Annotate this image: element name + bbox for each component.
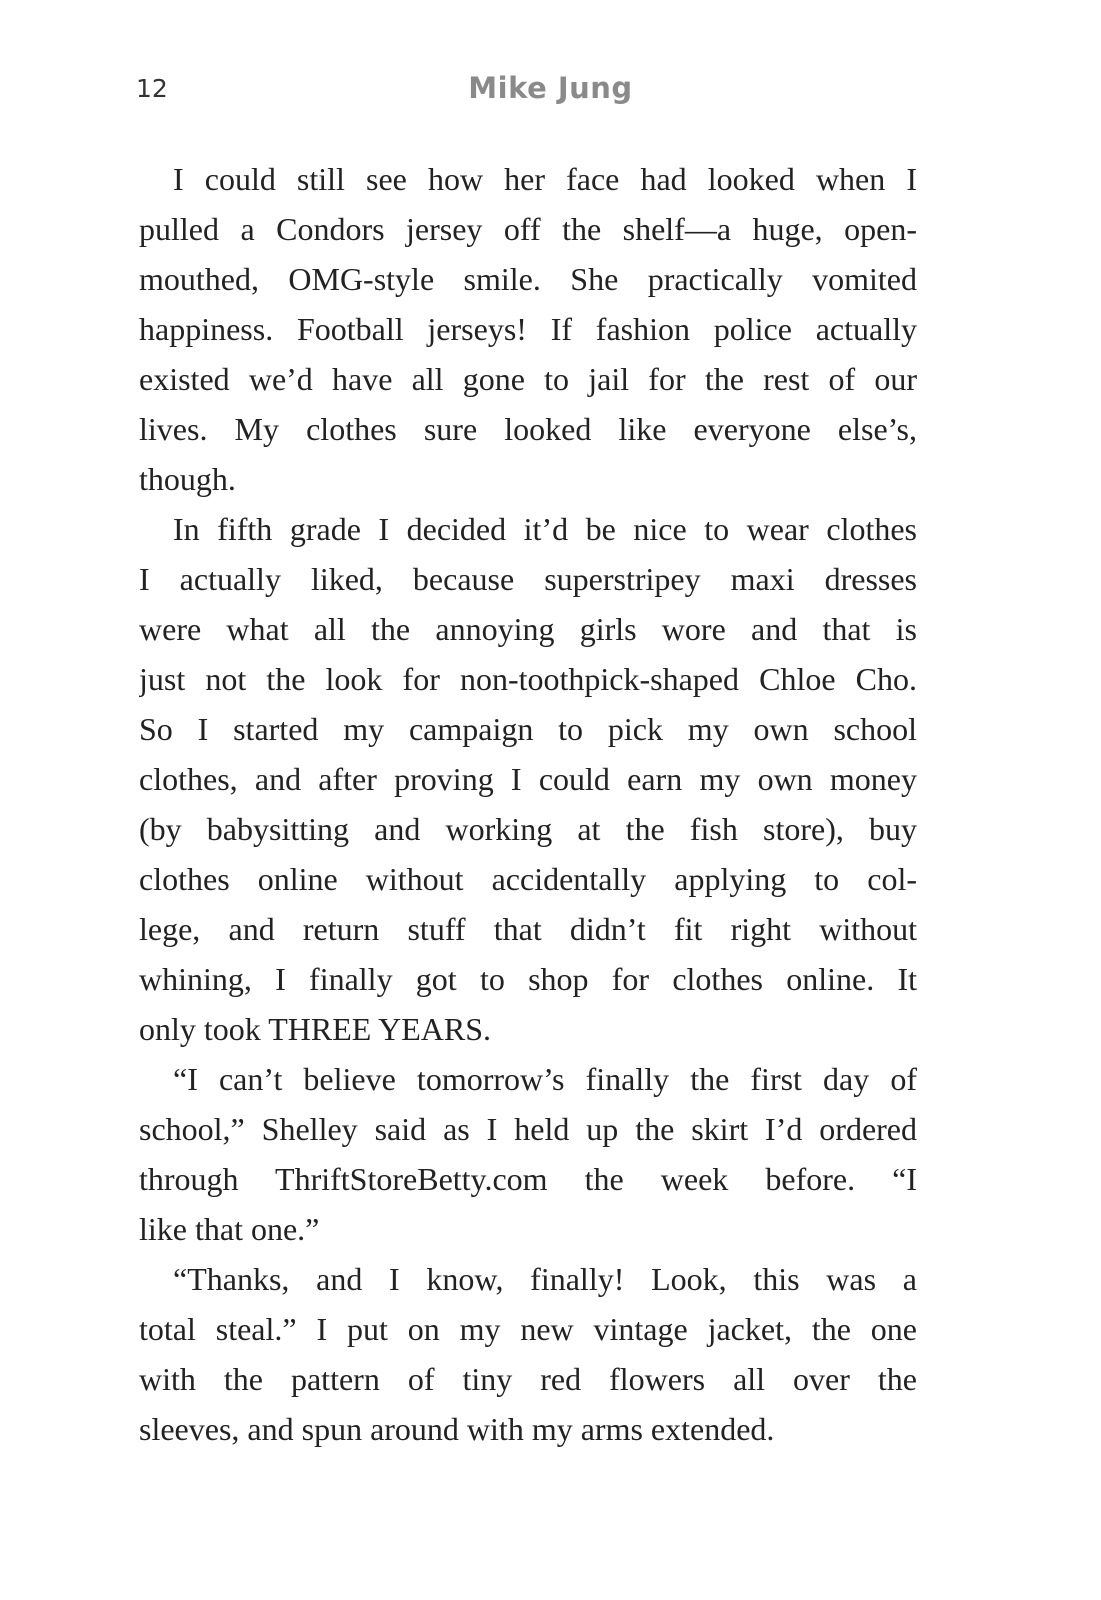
text-line: school,” Shelley said as I held up the skirt I’d ordered <box>139 1111 917 1147</box>
text-line: lives. My clothes sure looked like everyone else’s, <box>139 411 917 447</box>
text-line: total steal.” I put on my new vintage jacket, the one <box>139 1311 917 1347</box>
page-number: 12 <box>136 74 168 103</box>
text-line: So I started my campaign to pick my own school <box>139 711 917 747</box>
text-line: mouthed, OMG-style smile. She practically vomited <box>139 261 917 297</box>
text-line: pulled a Condors jersey off the shelf—a huge, open- <box>139 211 917 247</box>
text-line: lege, and return stuff that didn’t fit right without <box>139 911 917 947</box>
text-line: with the pattern of tiny red flowers all over the <box>139 1361 917 1397</box>
text-line: happiness. Football jerseys! If fashion police actually <box>139 311 917 347</box>
paragraph-1 <box>139 154 917 504</box>
paragraph-3 <box>139 1054 917 1254</box>
text-line: (by babysitting and working at the fish store), buy <box>139 811 917 847</box>
body-text <box>139 154 917 1454</box>
text-line: clothes, and after proving I could earn my own money <box>139 761 917 797</box>
text-line: though. <box>139 461 236 497</box>
text-line: whining, I finally got to shop for clothes online. It <box>139 961 917 997</box>
text-line: In fifth grade I decided it’d be nice to wear clothes <box>173 511 917 547</box>
text-line: like that one.” <box>139 1211 320 1247</box>
text-line: “I can’t believe tomorrow’s finally the first day of <box>173 1061 917 1097</box>
text-line: “Thanks, and I know, finally! Look, this was a <box>173 1261 917 1297</box>
text-line: through ThriftStoreBetty.com the week before. “I <box>139 1161 917 1197</box>
text-line: clothes online without accidentally applying to col- <box>139 861 917 897</box>
text-line: I actually liked, because superstripey maxi dresses <box>139 561 917 597</box>
text-line: were what all the annoying girls wore and that is <box>139 611 917 647</box>
text-line: I could still see how her face had looked when I <box>173 161 917 197</box>
text-line: existed we’d have all gone to jail for the rest of our <box>139 361 917 397</box>
paragraph-4 <box>139 1254 917 1454</box>
text-line: only took THREE YEARS. <box>139 1011 492 1047</box>
running-head-author: Mike Jung <box>468 71 633 105</box>
text-line: sleeves, and spun around with my arms extended. <box>139 1411 775 1447</box>
text-line: just not the look for non-toothpick-shaped Chloe Cho. <box>139 661 917 697</box>
paragraph-2 <box>139 504 917 1054</box>
